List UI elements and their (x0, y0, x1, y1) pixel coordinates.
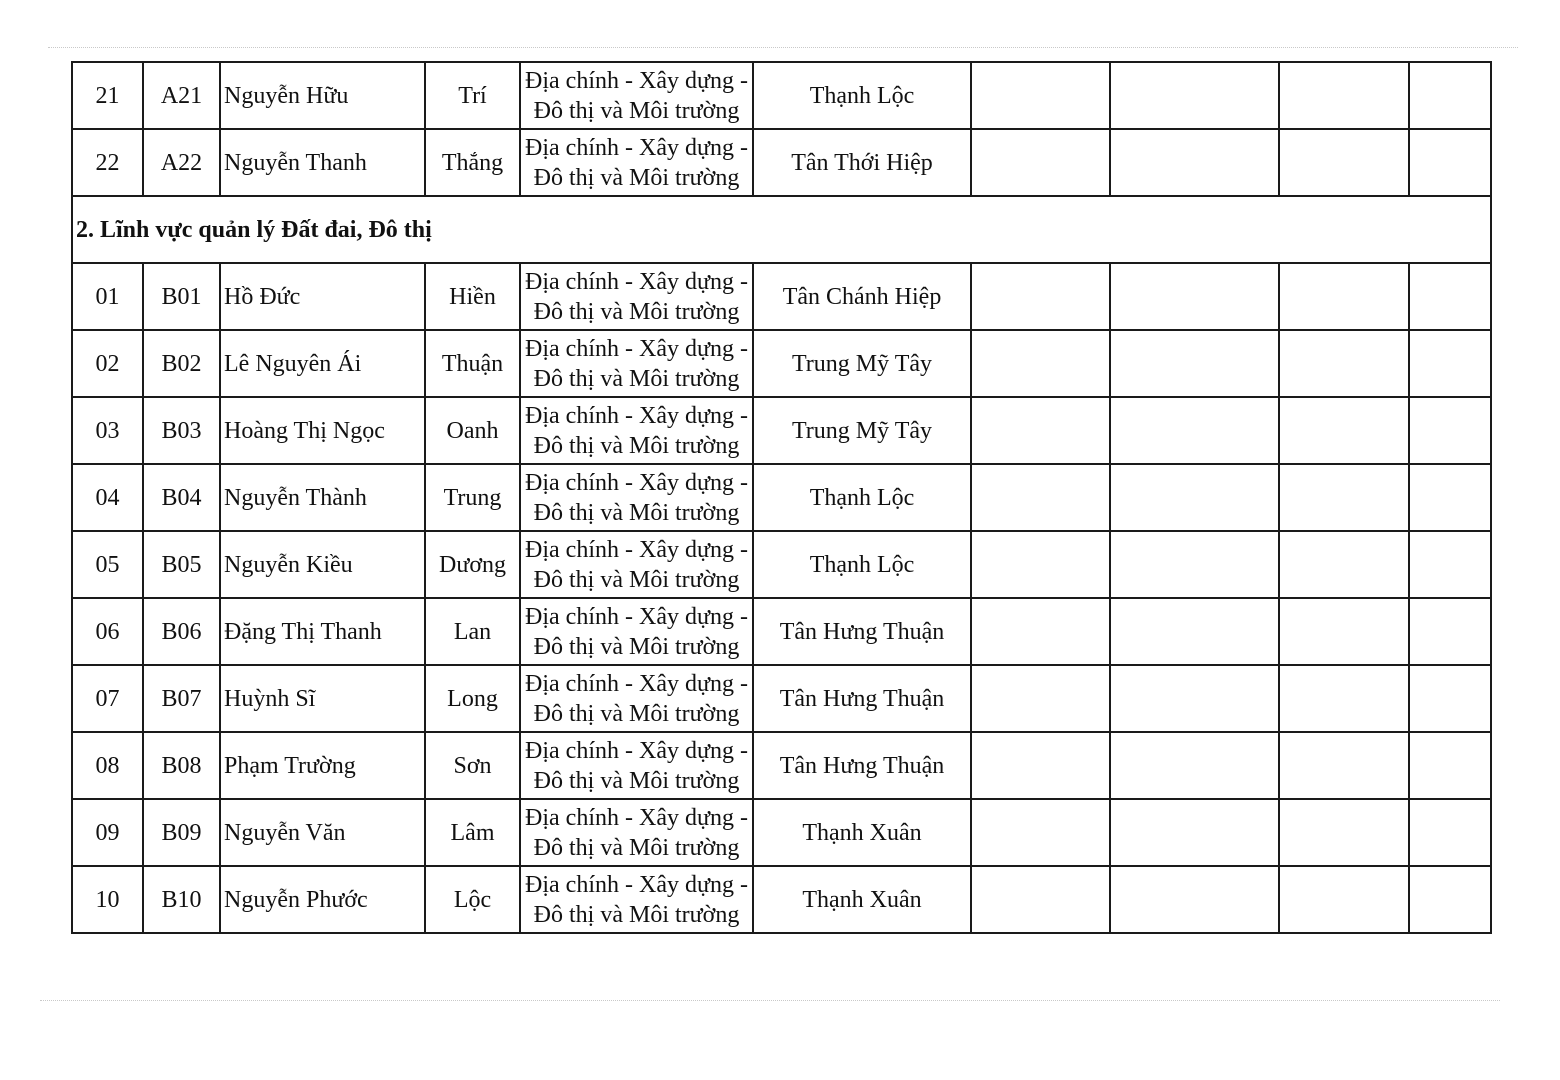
department-unit-line-2: Đô thị và Môi trường (533, 499, 740, 526)
ward-name: Thạnh Lộc (753, 531, 971, 598)
row-number: 07 (72, 665, 143, 732)
row-number: 03 (72, 397, 143, 464)
table-row (72, 397, 1491, 464)
empty-cell (1279, 799, 1409, 866)
candidate-code: B03 (143, 397, 220, 464)
empty-cell (1279, 330, 1409, 397)
department-unit-line-1: Địa chính - Xây dựng - (525, 402, 748, 429)
department-unit (520, 866, 753, 933)
empty-cell (1110, 62, 1279, 129)
empty-cell (971, 598, 1110, 665)
empty-cell (971, 129, 1110, 196)
first-name: Lan (425, 598, 520, 665)
first-name: Thuận (425, 330, 520, 397)
empty-cell (1409, 799, 1491, 866)
department-unit-line-2: Đô thị và Môi trường (533, 901, 740, 928)
candidate-code: B10 (143, 866, 220, 933)
department-unit (520, 464, 753, 531)
candidate-code: B06 (143, 598, 220, 665)
ward-name: Thạnh Xuân (753, 866, 971, 933)
department-unit-line-2: Đô thị và Môi trường (533, 164, 740, 191)
empty-cell (1110, 263, 1279, 330)
department-unit-line-1: Địa chính - Xây dựng - (525, 804, 748, 831)
last-middle-name: Hoàng Thị Ngọc (220, 397, 425, 464)
empty-cell (971, 330, 1110, 397)
department-unit (520, 397, 753, 464)
last-middle-name: Nguyễn Thành (220, 464, 425, 531)
scan-artifact-line (48, 47, 1518, 48)
empty-cell (971, 665, 1110, 732)
department-unit (520, 129, 753, 196)
department-unit (520, 598, 753, 665)
candidate-code: A22 (143, 129, 220, 196)
last-middle-name: Đặng Thị Thanh (220, 598, 425, 665)
empty-cell (1409, 732, 1491, 799)
last-middle-name: Nguyễn Văn (220, 799, 425, 866)
department-unit-line-2: Đô thị và Môi trường (533, 834, 740, 861)
last-middle-name: Nguyễn Phước (220, 866, 425, 933)
empty-cell (1279, 531, 1409, 598)
department-unit-line-1: Địa chính - Xây dựng - (525, 670, 748, 697)
candidate-code: B04 (143, 464, 220, 531)
empty-cell (1279, 397, 1409, 464)
empty-cell (1110, 330, 1279, 397)
last-middle-name: Phạm Trường (220, 732, 425, 799)
empty-cell (1110, 732, 1279, 799)
table-row (72, 62, 1491, 129)
empty-cell (1409, 464, 1491, 531)
table-row (72, 866, 1491, 933)
empty-cell (1409, 330, 1491, 397)
department-unit (520, 263, 753, 330)
last-middle-name: Nguyễn Thanh (220, 129, 425, 196)
table-row (72, 531, 1491, 598)
roster-table (71, 61, 1492, 934)
ward-name: Tân Hưng Thuận (753, 598, 971, 665)
department-unit (520, 799, 753, 866)
last-middle-name: Nguyễn Hữu (220, 62, 425, 129)
rows-before-section (72, 62, 1491, 196)
empty-cell (1279, 665, 1409, 732)
ward-name: Tân Hưng Thuận (753, 665, 971, 732)
empty-cell (1279, 263, 1409, 330)
first-name: Dương (425, 531, 520, 598)
empty-cell (1279, 732, 1409, 799)
department-unit-line-1: Địa chính - Xây dựng - (525, 469, 748, 496)
table-row (72, 330, 1491, 397)
ward-name: Thạnh Lộc (753, 464, 971, 531)
department-unit-line-1: Địa chính - Xây dựng - (525, 871, 748, 898)
department-unit-line-1: Địa chính - Xây dựng - (525, 603, 748, 630)
scan-artifact-line (40, 1000, 1500, 1001)
rows-after-section (72, 263, 1491, 933)
table-row (72, 464, 1491, 531)
empty-cell (1110, 665, 1279, 732)
empty-cell (971, 732, 1110, 799)
section-title: 2. Lĩnh vực quản lý Đất đai, Đô thị (72, 196, 1491, 263)
first-name: Thắng (425, 129, 520, 196)
empty-cell (1110, 531, 1279, 598)
first-name: Lâm (425, 799, 520, 866)
department-unit (520, 62, 753, 129)
department-unit-line-2: Đô thị và Môi trường (533, 566, 740, 593)
department-unit-line-2: Đô thị và Môi trường (533, 298, 740, 325)
department-unit-line-1: Địa chính - Xây dựng - (525, 67, 748, 94)
empty-cell (1279, 62, 1409, 129)
empty-cell (971, 464, 1110, 531)
empty-cell (971, 866, 1110, 933)
department-unit-line-2: Đô thị và Môi trường (533, 365, 740, 392)
last-middle-name: Nguyễn Kiều (220, 531, 425, 598)
section-header-group (72, 196, 1491, 263)
ward-name: Tân Hưng Thuận (753, 732, 971, 799)
candidate-code: B05 (143, 531, 220, 598)
empty-cell (971, 62, 1110, 129)
department-unit-line-2: Đô thị và Môi trường (533, 633, 740, 660)
ward-name: Trung Mỹ Tây (753, 397, 971, 464)
empty-cell (971, 799, 1110, 866)
department-unit (520, 732, 753, 799)
department-unit-line-1: Địa chính - Xây dựng - (525, 536, 748, 563)
empty-cell (1409, 129, 1491, 196)
row-number: 09 (72, 799, 143, 866)
first-name: Oanh (425, 397, 520, 464)
empty-cell (1279, 598, 1409, 665)
table-row (72, 799, 1491, 866)
empty-cell (1110, 464, 1279, 531)
ward-name: Thạnh Lộc (753, 62, 971, 129)
department-unit-line-1: Địa chính - Xây dựng - (525, 737, 748, 764)
ward-name: Trung Mỹ Tây (753, 330, 971, 397)
candidate-code: B01 (143, 263, 220, 330)
empty-cell (971, 531, 1110, 598)
empty-cell (971, 263, 1110, 330)
row-number: 02 (72, 330, 143, 397)
last-middle-name: Huỳnh Sĩ (220, 665, 425, 732)
department-unit-line-1: Địa chính - Xây dựng - (525, 268, 748, 295)
candidate-code: B08 (143, 732, 220, 799)
last-middle-name: Hồ Đức (220, 263, 425, 330)
row-number: 21 (72, 62, 143, 129)
department-unit (520, 330, 753, 397)
candidate-code: A21 (143, 62, 220, 129)
table-row (72, 263, 1491, 330)
empty-cell (1409, 598, 1491, 665)
empty-cell (1409, 62, 1491, 129)
row-number: 10 (72, 866, 143, 933)
table-row (72, 129, 1491, 196)
row-number: 06 (72, 598, 143, 665)
empty-cell (1409, 263, 1491, 330)
empty-cell (1409, 531, 1491, 598)
section-header-row (72, 196, 1491, 263)
table-row (72, 598, 1491, 665)
empty-cell (971, 397, 1110, 464)
ward-name: Thạnh Xuân (753, 799, 971, 866)
first-name: Hiền (425, 263, 520, 330)
empty-cell (1409, 397, 1491, 464)
department-unit-line-2: Đô thị và Môi trường (533, 767, 740, 794)
ward-name: Tân Chánh Hiệp (753, 263, 971, 330)
row-number: 05 (72, 531, 143, 598)
department-unit-line-2: Đô thị và Môi trường (533, 97, 740, 124)
candidate-code: B02 (143, 330, 220, 397)
department-unit-line-2: Đô thị và Môi trường (533, 700, 740, 727)
department-unit (520, 531, 753, 598)
table-row (72, 732, 1491, 799)
empty-cell (1110, 799, 1279, 866)
department-unit-line-1: Địa chính - Xây dựng - (525, 335, 748, 362)
empty-cell (1110, 866, 1279, 933)
candidate-code: B07 (143, 665, 220, 732)
department-unit-line-1: Địa chính - Xây dựng - (525, 134, 748, 161)
empty-cell (1110, 129, 1279, 196)
empty-cell (1409, 866, 1491, 933)
first-name: Sơn (425, 732, 520, 799)
empty-cell (1279, 464, 1409, 531)
ward-name: Tân Thới Hiệp (753, 129, 971, 196)
first-name: Long (425, 665, 520, 732)
empty-cell (1409, 665, 1491, 732)
empty-cell (1279, 129, 1409, 196)
first-name: Trí (425, 62, 520, 129)
empty-cell (1279, 866, 1409, 933)
empty-cell (1110, 397, 1279, 464)
last-middle-name: Lê Nguyên Ái (220, 330, 425, 397)
first-name: Trung (425, 464, 520, 531)
department-unit-line-2: Đô thị và Môi trường (533, 432, 740, 459)
department-unit (520, 665, 753, 732)
row-number: 01 (72, 263, 143, 330)
row-number: 04 (72, 464, 143, 531)
row-number: 22 (72, 129, 143, 196)
row-number: 08 (72, 732, 143, 799)
table-row (72, 665, 1491, 732)
candidate-code: B09 (143, 799, 220, 866)
empty-cell (1110, 598, 1279, 665)
first-name: Lộc (425, 866, 520, 933)
